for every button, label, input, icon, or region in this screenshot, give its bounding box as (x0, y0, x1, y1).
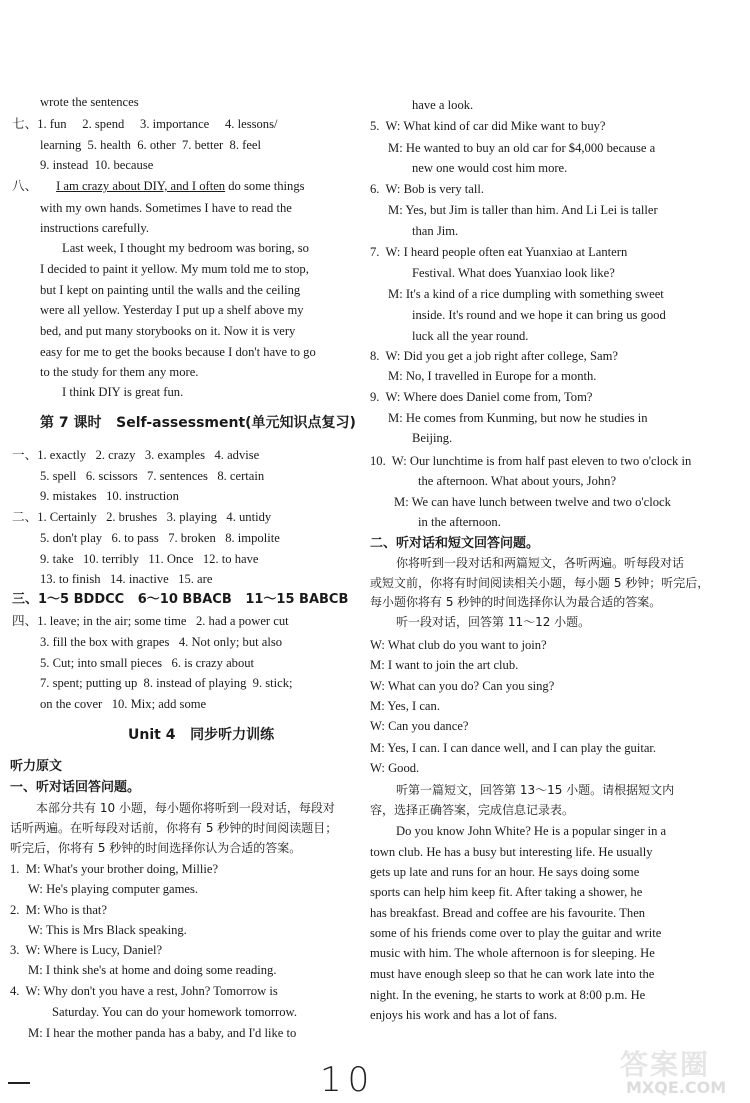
right-line: W: Good. (370, 761, 420, 775)
right-line: 7. W: I heard people often eat Yuanxiao at Lantern (370, 245, 628, 259)
right-line: inside. It's round and we hope it can bring us good (412, 308, 666, 322)
left-line: 七、1. fun 2. spend 3. importance 4. lessons/ (12, 117, 278, 131)
right-line: M: I want to join the art club. (370, 658, 519, 672)
watermark-logo (616, 1041, 744, 1099)
left-line: 一、听对话回答问题。 (10, 780, 141, 795)
left-line: W: He's playing computer games. (28, 882, 199, 896)
right-line: 6. W: Bob is very tall. (370, 182, 485, 196)
right-line: town club. He has a busy but interesting life. He usually (370, 845, 653, 859)
left-line: were all yellow. Yesterday I put up a shelf above my (40, 303, 304, 317)
right-line: the afternoon. What about yours, John? (418, 474, 617, 488)
left-line: wrote the sentences (40, 95, 139, 109)
right-line: W: What club do you want to join? (370, 638, 547, 652)
right-line: 二、听对话和短文回答问题。 (370, 536, 540, 551)
left-line: Unit 4 同步听力训练 (128, 727, 275, 743)
left-line: 9. take 10. terribly 11. Once 12. to have (40, 552, 259, 566)
right-line: M: We can have lunch between twelve and two o'clock (394, 495, 671, 509)
left-line: instructions carefully. (40, 221, 149, 235)
right-line: 或短文前，你将有时间阅读相关小题，每小题 5 秒钟；听完后， (370, 576, 710, 590)
left-line: W: This is Mrs Black speaking. (28, 923, 187, 937)
right-line: sports can help him keep fit. After taking a shower, he (370, 885, 643, 899)
left-line: 四、1. leave; in the air; some time 2. had a power cut (12, 614, 289, 628)
right-line: 容，选择正确答案，完成信息记录表。 (370, 803, 575, 817)
left-line: 三、1～5 BDDCC 6～10 BBACB 11～15 BABCB (12, 592, 349, 607)
right-line: 每小题你将有 5 秒钟的时间选择你认为最合适的答案。 (370, 595, 662, 609)
left-line: to the study for them any more. (40, 365, 199, 379)
right-line: 听一段对话，回答第 11～12 小题。 (396, 615, 591, 629)
left-line: bed, and put many storybooks on it. Now it is very (40, 324, 296, 338)
right-line: gets up late and runs for an hour. He says doing some (370, 865, 640, 879)
right-line: Festival. What does Yuanxiao look like? (412, 266, 615, 280)
right-line: night. In the evening, he starts to work at 8:00 p.m. He (370, 988, 646, 1002)
right-line: new one would cost him more. (412, 161, 568, 175)
left-line: 听力原文 (10, 759, 63, 774)
right-line: 10. W: Our lunchtime is from half past eleven to two o'clock in (370, 454, 692, 468)
left-line: 13. to finish 14. inactive 15. are (40, 572, 213, 586)
left-line: 7. spent; putting up 8. instead of playing 9. stick; (40, 676, 293, 690)
right-line: than Jim. (412, 224, 459, 238)
left-line: on the cover 10. Mix; add some (40, 697, 207, 711)
right-line: enjoys his work and has a lot of fans. (370, 1008, 558, 1022)
right-line: M: Yes, I can. (370, 699, 440, 713)
right-line: Do you know John White? He is a popular singer in a (396, 824, 667, 838)
left-line: 5. don't play 6. to pass 7. broken 8. impolite (40, 531, 280, 545)
left-line: 4. W: Why don't you have a rest, John? Tomorrow is (10, 984, 278, 998)
left-line: M: I hear the mother panda has a baby, and I'd like to (28, 1026, 297, 1040)
left-line: 本部分共有 10 小题，每小题你将听到一段对话，每段对 (36, 801, 335, 815)
page-number: 10 (320, 1060, 376, 1100)
right-line: in the afternoon. (418, 515, 501, 529)
right-line: music with him. The whole afternoon is for sleeping. He (370, 946, 655, 960)
right-line: M: No, I travelled in Europe for a month. (388, 369, 597, 383)
right-line: M: Yes, but Jim is taller than him. And Li Lei is taller (388, 203, 658, 217)
right-line: have a look. (412, 98, 474, 112)
footer-rule (8, 1082, 30, 1084)
right-line: must have enough sleep so that he can work late into the (370, 967, 655, 981)
left-line: Last week, I thought my bedroom was boring, so (62, 241, 309, 255)
left-line: 话听两遍。在听每段对话前，你将有 5 秒钟的时间阅读题目； (10, 821, 338, 835)
watermark-top: 答案圈 (620, 1048, 711, 1081)
right-line: M: He wanted to buy an old car for $4,000 because a (388, 141, 656, 155)
right-line: M: Yes, I can. I can dance well, and I can play the guitar. (370, 741, 657, 755)
right-line: M: He comes from Kunming, but now he studies in (388, 411, 648, 425)
left-line: 一、1. exactly 2. crazy 3. examples 4. advise (12, 448, 260, 462)
left-line: 3. fill the box with grapes 4. Not only; but also (40, 635, 283, 649)
right-line: Beijing. (412, 431, 453, 445)
left-line: 1. M: What's your brother doing, Millie? (10, 862, 219, 876)
right-line: has breakfast. Bread and coffee are his favourite. Then (370, 906, 646, 920)
left-line: 第 7 课时 Self-assessment(单元知识点复习) (40, 415, 356, 431)
right-line: 听第一篇短文，回答第 13～15 小题。请根据短文内 (396, 783, 675, 797)
left-line: 9. instead 10. because (40, 158, 154, 172)
left-line: but I kept on painting until the walls and the ceiling (40, 283, 301, 297)
left-line: 八、 I am crazy about DIY, and I often do some things (12, 179, 305, 193)
left-line: 9. mistakes 10. instruction (40, 489, 179, 503)
left-line: I think DIY is great fun. (62, 385, 184, 399)
left-line: 5. spell 6. scissors 7. sentences 8. certain (40, 469, 265, 483)
left-line: 2. M: Who is that? (10, 903, 108, 917)
left-line: 听完后，你将有 5 秒钟的时间选择你认为合适的答案。 (10, 841, 302, 855)
left-line: I decided to paint it yellow. My mum told me to stop, (40, 262, 309, 276)
left-line: learning 5. health 6. other 7. better 8. feel (40, 138, 262, 152)
right-line: W: Can you dance? (370, 719, 469, 733)
right-line: 9. W: Where does Daniel come from, Tom? (370, 390, 593, 404)
right-line: luck all the year round. (412, 329, 529, 343)
right-line: 你将听到一段对话和两篇短文，各听两遍。听每段对话 (396, 556, 685, 570)
left-line: 二、1. Certainly 2. brushes 3. playing 4. untidy (12, 510, 272, 524)
left-line: Saturday. You can do your homework tomorrow. (52, 1005, 297, 1019)
left-line: easy for me to get the books because I don't have to go (40, 345, 316, 359)
right-line: 5. W: What kind of car did Mike want to buy? (370, 119, 606, 133)
left-line: 3. W: Where is Lucy, Daniel? (10, 943, 163, 957)
left-line: M: I think she's at home and doing some reading. (28, 963, 277, 977)
left-line: with my own hands. Sometimes I have to read the (40, 201, 292, 215)
right-line: W: What can you do? Can you sing? (370, 679, 555, 693)
watermark-bottom: MXQE.COM (626, 1078, 727, 1097)
right-line: 8. W: Did you get a job right after college, Sam? (370, 349, 618, 363)
left-line: 5. Cut; into small pieces 6. is crazy about (40, 656, 255, 670)
underlined-text: I am crazy about DIY, and I often (56, 179, 226, 193)
right-line: M: It's a kind of a rice dumpling with something sweet (388, 287, 664, 301)
right-line: some of his friends come over to play the guitar and write (370, 926, 662, 940)
